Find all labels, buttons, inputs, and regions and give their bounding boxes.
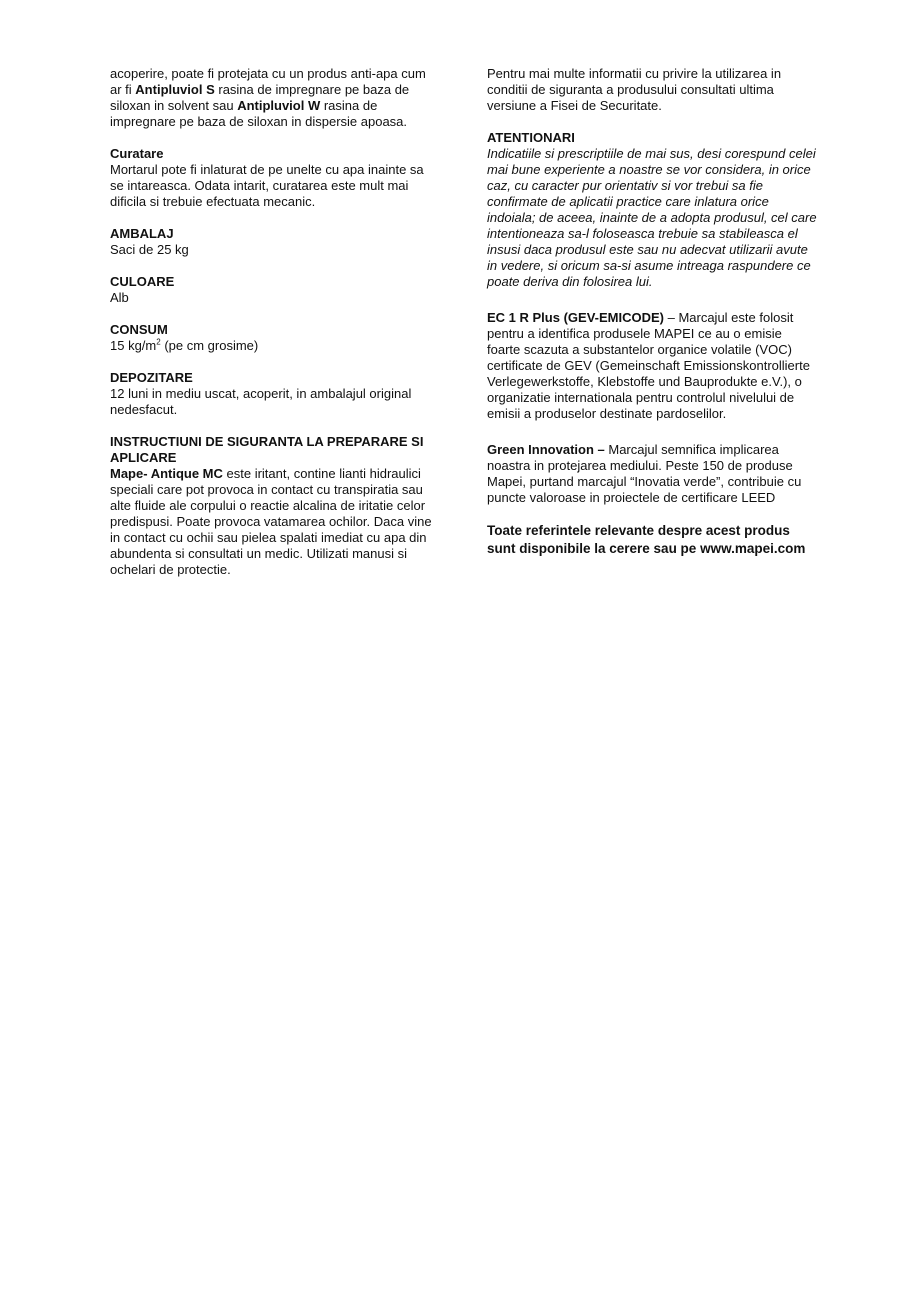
section-heading: CONSUM	[110, 322, 168, 337]
section-heading: DEPOZITARE	[110, 370, 193, 385]
section-ambalaj	[110, 226, 440, 258]
section-heading: CULOARE	[110, 274, 175, 289]
green-innovation-label: Green Innovation –	[487, 442, 605, 457]
section-depozitare	[110, 370, 440, 418]
section-text: Alb	[110, 290, 129, 305]
section-text: 12 luni in mediu uscat, acoperit, in ambalajul original nedesfacut.	[110, 386, 412, 417]
section-text: Saci de 25 kg	[110, 242, 189, 257]
product-name-antipluviol-s: Antipluviol S	[135, 82, 215, 97]
section-heading: ATENTIONARI	[487, 130, 575, 145]
section-consum	[110, 322, 440, 354]
section-text: Mape- Antique MC este iritant, contine lianti hidraulici speciali care pot provoca in contact cu transpiratia sau alte fluide ale corpului o reactie alcalina de iritatie celor predispusi. Poate provoca vatamarea ochilor. Daca vine in contact cu ochii sau pielea spalati imediat cu apa din abundenta si consultati un medic. Utilizati manusi si ochelari de protectie.	[110, 466, 432, 577]
section-text: Mortarul pote fi inlaturat de pe unelte cu apa inainte sa se intareasca. Odata intarit, curatarea este mult mai dificila si trebuie efectuata mecanic.	[110, 162, 424, 209]
product-name-mape-antique: Mape- Antique MC	[110, 466, 223, 481]
ec1-paragraph: EC 1 R Plus (GEV-EMICODE) – Marcajul este folosit pentru a identifica produsele MAPEI ce au o emisie foarte scazuta a substantelor organice volatile (VOC) certificate de GEV (Gemeinschaft Emissionskontrollierte Verlegewerkstoffe, Klebstoffe und Bauprodukte e.V.), o organizatie internationala pentru controlul nivelului de emisii a produselor destinate pardoselilor.	[487, 310, 810, 421]
consum-value: 15 $kg/m^2$ (pe cm grosime)	[110, 337, 259, 353]
disclaimer-text: Indicatiile si prescriptiile de mai sus, desi corespund celei mai bune experiente a noastre se vor considera, in orice caz, cu caracter pur orientativ si vor trebui sa fie confirmate de aplicatii practice care inlatura orice indoiala; de aceea, inainte de a adopta produsul, cel care intentioneaza sa-l foloseasca trebuie sa stabileasca el insusi daca produsul este sau nu adecvat utilizarii avute in vedere, si oricum sa-si asume intreaga raspundere ce poate deriva din folosirea lui.	[487, 146, 817, 289]
left-column	[110, 66, 440, 594]
product-name-antipluviol-w: Antipluviol W	[237, 98, 321, 113]
section-heading: INSTRUCTIUNI DE SIGURANTA LA PREPARARE SI APLICARE	[110, 434, 424, 465]
safety-info-paragraph: Pentru mai multe informatii cu privire la utilizarea in conditii de siguranta a produsului consultati ultima versiune a Fisei de Securitate.	[487, 66, 782, 113]
section-curatare	[110, 146, 440, 210]
intro-paragraph: acoperire, poate fi protejata cu un produs anti-apa cum ar fi Antipluviol S rasina de impregnare pe baza de siloxan in solvent sau Antipluviol W rasina de impregnare pe baza de siloxan in dispersie apoasa.	[110, 66, 426, 129]
ec1-label: EC 1 R Plus (GEV-EMICODE)	[487, 310, 664, 325]
section-atentionari	[487, 130, 817, 290]
closing-note: Toate referintele relevante despre acest produs sunt disponibile la cerere sau pe www.mapei.com	[487, 523, 806, 556]
green-innovation-paragraph: Green Innovation – Marcajul semnifica implicarea noastra in protejarea mediului. Peste 150 de produse Mapei, purtand marcajul “Inovatia verde”, contribuie cu puncte valoroase in proiectele de certificare LEED	[487, 442, 802, 505]
section-siguranta	[110, 434, 440, 578]
section-culoare	[110, 274, 440, 306]
section-heading: AMBALAJ	[110, 226, 174, 241]
section-heading: Curatare	[110, 146, 164, 161]
right-column	[487, 66, 817, 558]
